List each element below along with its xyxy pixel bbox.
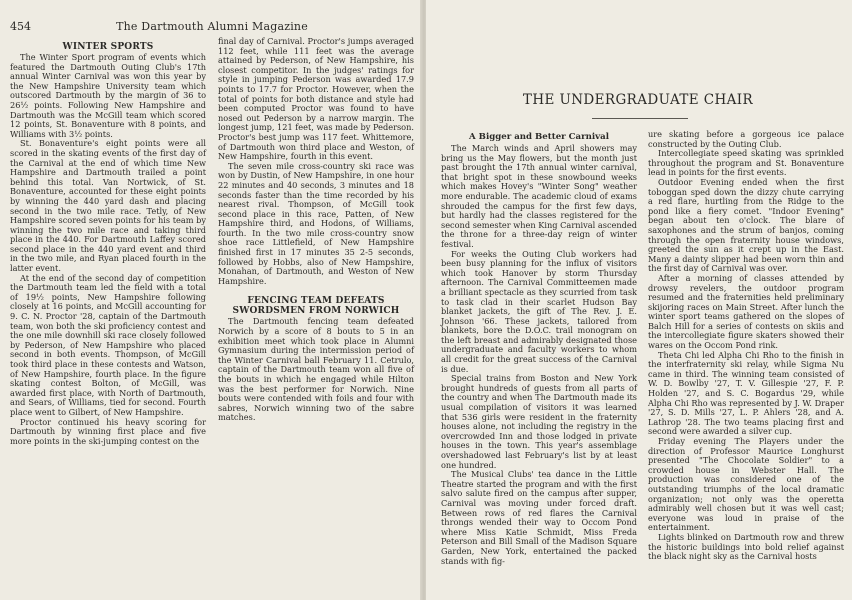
- article-paragraph: For weeks the Outing Club workers had been busy planning for the influx of visitors which took Hanover by storm Thursday afternoon. The Carnival Committeemen made a brilliant spectacle as they scurried from task to task clad in their scarlet Hudson Bay blanket jackets, the gift of The Rev. J. E. Johnson '66. These jackets, tailored from blankets, bore the D.O.C. trail monogram on the left breast and admirably designated those undergraduate and faculty workers to whom all credit for the great success of the Carnival is due.: [441, 248, 637, 374]
- article-paragraph: Lights blinked on Dartmouth row and threw the historic buildings into bold relief against the black night sky as the Carnival hosts: [648, 531, 844, 562]
- right-column-2: [648, 130, 844, 562]
- article-paragraph: Intercollegiate speed skating was sprinkled throughout the program and St. Bonaventure lead in points for the first events.: [648, 148, 844, 178]
- winter-sports-heading: WINTER SPORTS: [62, 42, 154, 52]
- article-paragraph: At the end of the second day of competition the Dartmouth team led the field with a total of 19½ points, New Hampshire following closely at 16 points, and McGill accounting for 9. C. N. Proctor '28, captain of the Dartmouth team, won both the ski proficiency contest and the one mile downhill ski race closely followed by Pederson, of New Hampshire who placed second in both events. Thompson, of McGill took third place in these contests and Watson, of New Hampshire, fourth place. In the figure skating contest Bolton, of McGill, was awarded first place, with North of Dartmouth, and Sears, of Williams, tied for second. Fourth place went to Gilbert, of New Hampshire.: [10, 272, 206, 417]
- left-column-1: [10, 40, 206, 446]
- article-paragraph: The Winter Sport program of events which featured the Dartmouth Outing Club's 17th annual Winter Carnival was won this year by the New Hampshire University team which outscored Dartmouth by the margin of 36 to 26½ points. Following New Hampshire and Dartmouth was the McGill team which scored 12 points, St. Bonaventure with 8 points, and Williams with 3½ points.: [10, 52, 206, 139]
- title-rule: [592, 118, 688, 119]
- page-number: 454: [10, 20, 31, 33]
- magazine-title: The Dartmouth Alumni Magazine: [116, 20, 308, 33]
- fencing-heading: FENCING TEAM DEFEATS SWORDSMEN FROM NORWICH: [232, 296, 400, 317]
- right-column-1: [441, 130, 637, 566]
- article-paragraph: The Musical Clubs' tea dance in the Little Theatre started the program and with the first salvo salute fired on the campus after supper, Carnival was moving under forced draft. Between rows of red flares the Carnival throngs wended their way to Occom Pond where Miss Katie Schmidt, Miss Freda Peterson and Bill Small of the Madison Square Garden, New York, entertained the packed stands with fig-: [441, 469, 637, 566]
- article-paragraph: St. Bonaventure's eight points were all scored in the skating events of the first day of the Carnival at the end of which time New Hampshire and Dartmouth trailed a point behind this total. Van Nortwick, of St. Bonaventure, accounted for these eight points by winning the 440 yard dash and placing second in the two mile race. Tetly, of New Hampshire scored seven points for his team by winning the two mile race and taking third place in the 440. For Dartmouth Laffey scored second place in the 440 yard event and third in the two mile, and Ryan placed fourth in the latter event.: [10, 138, 206, 274]
- section-title: THE UNDERGRADUATE CHAIR: [522, 92, 754, 108]
- article-paragraph: Proctor continued his heavy scoring for Dartmouth by winning first place and five more points in the ski-jumping contest on the: [10, 416, 206, 446]
- article-paragraph: The seven mile cross-country ski race was won by Dustin, of New Hampshire, in one hour 22 minutes and 40 seconds, 3 minutes and 18 seconds faster than the time recorded by his nearest rival. Thompson, of McGill took second place in this race, Patten, of New Hampshire third, and Hodons, of Williams, fourth. In the two mile cross-country snow shoe race Littlefield, of New Hampshire finished first in 17 minutes 35 2-5 seconds, followed by Hobbs, also of New Hampshire, Monahan, of Dartmouth, and Weston of New Hampshire.: [218, 160, 414, 286]
- article-paragraph: final day of Carnival. Proctor's jumps averaged 112 feet, while 111 feet was the average attained by Pederson, of New Hampshire, his closest competitor. In the judges' ratings for style in jumping Pederson was awarded 17.9 points to 17.7 for Proctor. However, when the total of points for both distance and style had been computed Proctor was found to have nosed out Pederson by a narrow margin. The longest jump, 121 feet, was made by Pederson. Proctor's best jump was 117 feet. Whittemore, of Dartmouth won third place and Weston, of New Hampshire, fourth in this event.: [218, 36, 414, 162]
- article-paragraph: Friday evening The Players under the direction of Professor Maurice Longhurst presented "The Chocolate Soldier" to a crowded house in Webster Hall. The production was considered one of the outstanding triumphs of the local dramatic organization; not only was the operetta admirably well chosen but it was well cast; everyone was loud in praise of the entertainment.: [648, 436, 844, 533]
- article-paragraph: Special trains from Boston and New York brought hundreds of guests from all parts of the country and when The Dartmouth made its usual compilation of visitors it was learned that 536 girls were resident in the fraternity houses alone, not including the registry in the overcrowded Inn and those lodged in private houses in the town. This year's assemblage overshadowed last February's list by at least one hundred.: [441, 373, 637, 470]
- article-paragraph: Outdoor Evening ended when the first toboggan sped down the dizzy chute carrying a red flare, hurtling from the Ridge to the pond like a fiery comet. "Indoor Evening" began about ten o'clock. The blare of saxophones and the strum of banjos, coming through the open fraternity house windows, greeted the sun as it crept up in the East. Many a dainty slipper had been worn thin and the first day of Carnival was over.: [648, 176, 844, 274]
- running-header: [10, 20, 414, 34]
- article-paragraph: Theta Chi led Alpha Chi Rho to the finish in the interfraternity ski relay, while Sigma Nu came in third. The winning team consisted of W. D. Bowlby '27, T. V. Gillespie '27, F. P. Holden '27, and S. C. Bogardus '29, while Alpha Chi Rho was represented by J. W. Draper '27, S. D. Mills '27, L. P. Ahlers '28, and A. Lathrop '28. The two teams placing first and second were awarded a silver cup.: [648, 349, 844, 437]
- carnival-heading: A Bigger and Better Carnival: [469, 132, 609, 142]
- article-paragraph: The March winds and April showers may bring us the May flowers, but the month just past brought the 17th annual winter carnival, that bright spot in these snowbound weeks which makes Hovey's "Winter Song" weather more endurable. The academic cloud of exams shrouded the campus for the first few days, but hardly had the classes registered for the second semester when King Carnival ascended the throne for a three-day reign of winter festival.: [441, 143, 637, 249]
- left-page: [0, 0, 422, 600]
- article-paragraph: After a morning of classes attended by drowsy revelers, the outdoor program resumed and the fraternities held preliminary skijoring races on Main Street. After lunch the winter sport teams gathered on the slopes of Balch Hill for a series of contests on skiis and the intercollegiate figure skaters showed their wares on the Occom Pond rink.: [648, 272, 844, 351]
- article-paragraph: ure skating before a gorgeous ice palace constructed by the Outing Club.: [648, 129, 844, 149]
- article-paragraph: The Dartmouth fencing team defeated Norwich by a score of 8 bouts to 5 in an exhibition meet which took place in Alumni Gymnasium during the intermission period of the Winter Carnival ball February 11. Cetrulo, captain of the Dartmouth team won all five of the bouts in which he engaged while Hilton was the best performer for Norwich. Nine bouts were contended with foils and four with sabres, Norwich winning two of the sabre matches.: [218, 316, 414, 423]
- left-column-2: [218, 37, 414, 423]
